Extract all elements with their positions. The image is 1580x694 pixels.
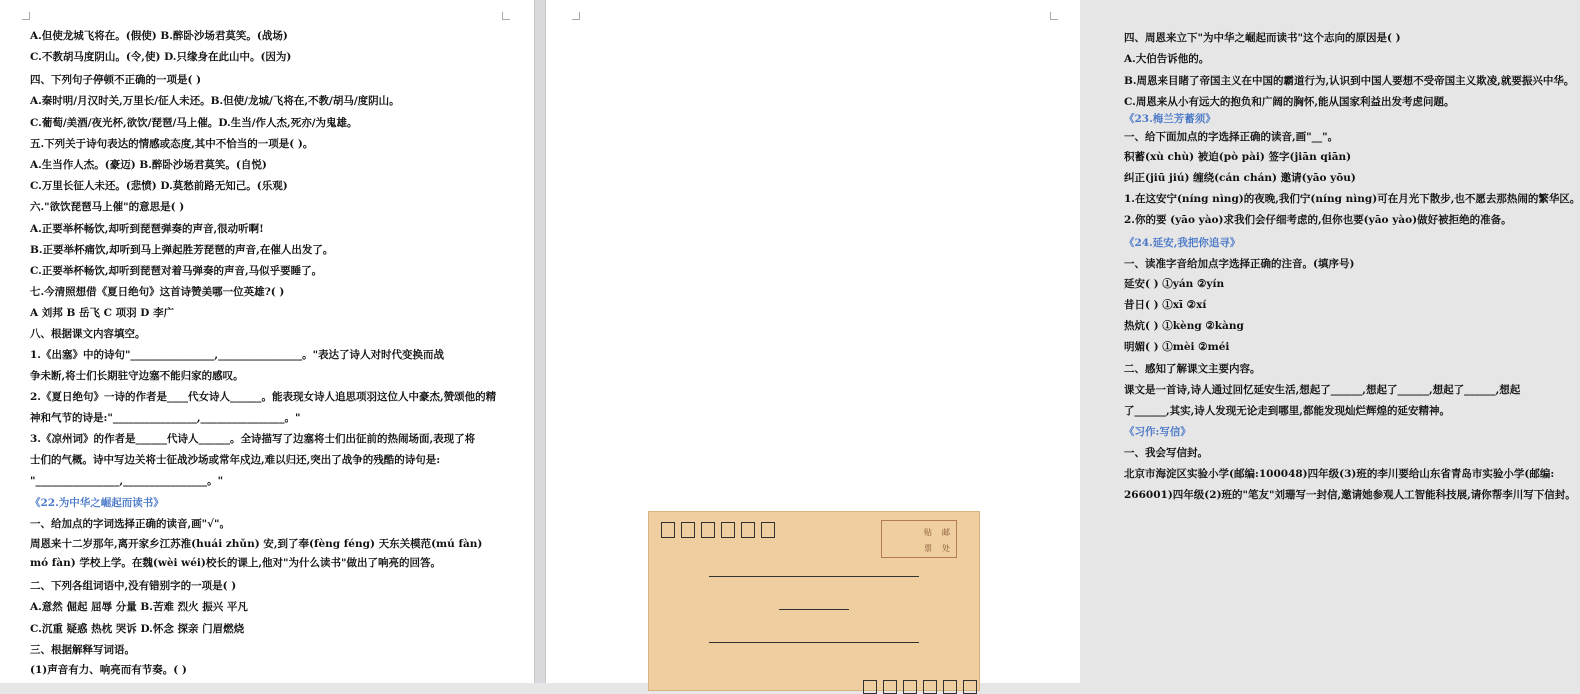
text-line: A 刘邦 B 岳飞 C 项羽 D 李广 bbox=[30, 307, 175, 319]
text-line: (1)声音有力、响亮而有节奏。( ) bbox=[30, 664, 187, 676]
zip-box bbox=[943, 680, 957, 694]
envelope-drawing bbox=[648, 511, 980, 691]
text-line: 1.《出塞》中的诗句"________________,________________。"表达了诗人对时代变换而战 bbox=[30, 349, 445, 361]
text-line: 神和气节的诗是:"________________,________________。" bbox=[30, 412, 301, 424]
text-line: A.秦时明/月汉时关,万里长/征人未还。B.但使/龙城/飞将在,不教/胡马/度阴山。 bbox=[30, 95, 400, 107]
text-line: C.沉重 疑惑 热枕 哭诉 D.怀念 探亲 门眉燃烧 bbox=[30, 623, 245, 635]
text-line: C.葡萄/美酒/夜光杯,欲饮/琵琶/马上催。D.生当/作人杰,死亦/为鬼雄。 bbox=[30, 117, 358, 129]
zip-box bbox=[883, 680, 897, 694]
address-line bbox=[709, 642, 919, 643]
crop-mark bbox=[1050, 12, 1058, 20]
section-heading: 《22.为中华之崛起而读书》 bbox=[30, 497, 164, 509]
text-line: 五.下列关于诗句表达的情感或态度,其中不恰当的一项是( )。 bbox=[30, 138, 314, 150]
text-line: "________________,________________。" bbox=[30, 475, 224, 487]
zip-box bbox=[963, 680, 977, 694]
text-line: 六."欲饮琵琶马上催"的意思是( ) bbox=[30, 201, 185, 213]
text-line: 争未断,将士们长期驻守边塞不能归家的感叹。 bbox=[30, 370, 244, 382]
text-line: 周恩来十二岁那年,离开家乡江苏淮(huái zhǔn) 安,到了奉(fèng féng) 天东关模范(mú fàn) bbox=[30, 538, 483, 550]
text-line: 七.今清照想借《夏日绝句》这首诗赞美哪一位英雄?( ) bbox=[30, 286, 285, 298]
crop-mark bbox=[502, 12, 510, 20]
zip-box bbox=[701, 522, 715, 538]
page-gutter bbox=[534, 0, 546, 683]
zip-box bbox=[903, 680, 917, 694]
zip-box bbox=[661, 522, 675, 538]
crop-mark bbox=[572, 12, 580, 20]
text-line: C.不教胡马度阴山。(令,使) D.只缘身在此山中。(因为) bbox=[30, 51, 292, 63]
text-line: 2.《夏日绝句》一诗的作者是____代女诗人______。能表现女诗人追思项羽这位人中豪杰,赞颂他的精 bbox=[30, 391, 497, 403]
text-line: 三、根据解释写词语。 bbox=[30, 644, 135, 656]
stamp-area bbox=[881, 520, 957, 558]
text-line: C.万里长征人未还。(悲愤) D.莫愁前路无知己。(乐观) bbox=[30, 180, 288, 192]
zip-box bbox=[741, 522, 755, 538]
stamp-label: 票 bbox=[924, 544, 932, 553]
text-line: A.正要举杯畅饮,却听到琵琶弹奏的声音,很动听啊! bbox=[30, 223, 264, 235]
zip-box bbox=[923, 680, 937, 694]
stamp-label: 邮 bbox=[942, 528, 950, 537]
zip-box bbox=[721, 522, 735, 538]
zip-box bbox=[681, 522, 695, 538]
text-line: C.正要举杯畅饮,却听到琵琶对着马弹奏的声音,马似乎要睡了。 bbox=[30, 265, 323, 277]
address-line bbox=[779, 609, 849, 610]
text-line: 四、下列句子停顿不正确的一项是( ) bbox=[30, 74, 202, 86]
stamp-label: 贴 bbox=[924, 528, 932, 537]
text-line: B.正要举杯痛饮,却听到马上弹起胜芳琵琶的声音,在催人出发了。 bbox=[30, 244, 334, 256]
document-page-left bbox=[0, 0, 534, 683]
text-line: mó fàn) 学校上学。在魏(wèi wéi)校长的课上,他对"为什么读书"做出了响亮的回答。 bbox=[30, 557, 441, 569]
zip-box bbox=[863, 680, 877, 694]
text-line: 3.《凉州词》的作者是______代诗人______。全诗描写了边塞将士们出征前的热闹场面,表现了将 bbox=[30, 433, 476, 445]
address-line bbox=[709, 576, 919, 577]
text-line: A.但使龙城飞将在。(假使) B.醉卧沙场君莫笑。(战场) bbox=[30, 30, 288, 42]
document-page-right: 四、周恩来立下"为中华之崛起而读书"这个志向的原因是( ) A.大伯告诉他的。 B.周恩来目睹了帝国主义在中国的霸道行为,认识到中国人要想不受帝国主义欺凌,就要振兴中华。 C.周恩来从小有远大的抱负和广阔的胸怀,能从国家利益出发考虑问题。 《23.梅兰芳蓄须》 一、给下面加点的字选择正确的读音,画"__"。 积蓄(xù chù) 被迫(pò pài) 签字(jiān qiān) 纠正(jiū jiú) 缠绕(cán chán) 邀请(yāo yōu) 1.在这安宁(níng nìng)的夜晚,我们宁(níng nìng)可在月光下散步,也不愿去那热闹的繁华区。 2.你的要 (yāo yào)求我们会仔细考虑的,但你也要(yāo yào)做好被拒绝的准备。 《24.延安,我把你追寻》 一、读准字音给加点字选择正确的注音。(填序号) 延安( ) ①yán ②yín 昔日( ) ①xī ②xí 热炕( ) ①kèng ②kàng 明媚( ) ①mèi ②méi 二、感知了解课文主要内容。 课文是一首诗,诗人通过回忆延安生活,想起了______,想起了______,想起了______,想起 了______,其实,诗人发现无论走到哪里,都能发现灿烂辉煌的延安精神。 《习作:写信》 一、我会写信封。 北京市海淀区实验小学(邮编:100048)四年级(3)班的李川要给山东省青岛市实验小学(邮编: 266001)四年级(2)班的"笔友"刘珊写一封信,邀请她参观人工智能科技展,请你帮李川写下信封。 贴 邮 票 处 bbox=[546, 0, 1080, 683]
text-line: 一、给加点的字词选择正确的读音,画"√"。 bbox=[30, 518, 230, 530]
text-line: 士们的气概。诗中写边关将士征战沙场或常年戍边,难以归还,突出了战争的残酷的诗句是: bbox=[30, 454, 441, 466]
text-line: A.生当作人杰。(豪迈) B.醉卧沙场君莫笑。(自悦) bbox=[30, 159, 267, 171]
text-line: 二、下列各组词语中,没有错别字的一项是( ) bbox=[30, 580, 237, 592]
text-line: A.意然 倔起 屈辱 分量 B.苦难 烈火 振兴 平凡 bbox=[30, 601, 248, 613]
stamp-label: 处 bbox=[942, 544, 950, 553]
text-line: 八、根据课文内容填空。 bbox=[30, 328, 146, 340]
crop-mark bbox=[22, 12, 30, 20]
zip-box bbox=[761, 522, 775, 538]
